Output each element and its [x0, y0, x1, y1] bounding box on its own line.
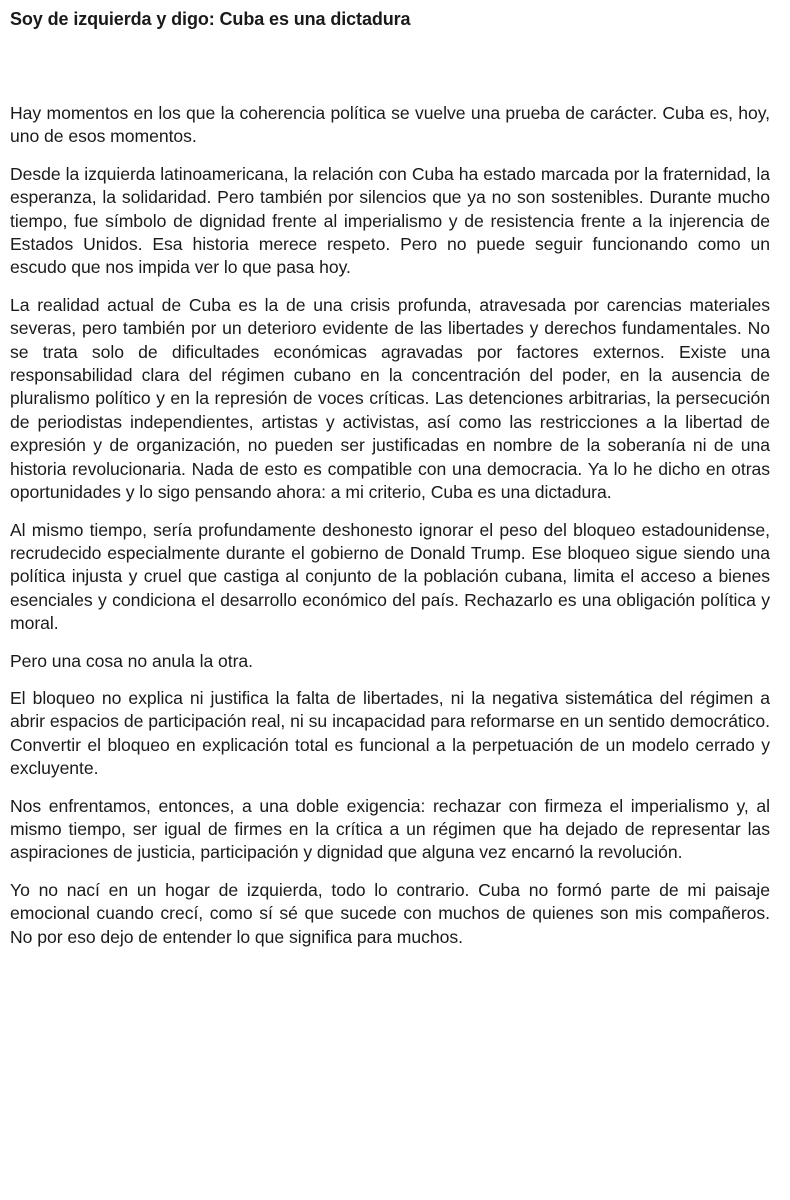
paragraph-2: Desde la izquierda latinoamericana, la relación con Cuba ha estado marcada por la fraternidad, la esperanza, la solidaridad. Pero también por silencios que ya no son sostenibles. Durante mucho tiempo, fue símbolo de dignidad frente al imperialismo y de resistencia frente a la injerencia de Estados Unidos. Esa historia merece respeto. Pero no puede seguir funcionando como un escudo que nos impida ver lo que pasa hoy. [10, 163, 770, 278]
paragraph-4: Al mismo tiempo, sería profundamente deshonesto ignorar el peso del bloqueo estadounidense, recrudecido especialmente durante el gobierno de Donald Trump. Ese bloqueo sigue siendo una política injusta y cruel que castiga al conjunto de la población cubana, limita el acceso a bienes esenciales y condiciona el desarrollo económico del país. Rechazarlo es una obligación política y moral. [10, 519, 770, 634]
paragraph-1: Hay momentos en los que la coherencia política se vuelve una prueba de carácter. Cuba es, hoy, uno de esos momentos. [10, 103, 770, 147]
paragraph-5: Pero una cosa no anula la otra. [10, 650, 253, 671]
document-title: Soy de izquierda y digo: Cuba es una dictadura [10, 9, 411, 29]
paragraph-3: La realidad actual de Cuba es la de una crisis profunda, atravesada por carencias materiales severas, pero también por un deterioro evidente de las libertades y derechos fundamentales. No se trata solo de dificultades económicas agravadas por factores externos. Existe una responsabilidad clara del régimen cubano en la concentración del poder, en la ausencia de pluralismo político y en la represión de voces críticas. Las detenciones arbitrarias, la persecución de periodistas independientes, artistas y activistas, así como las restricciones a la libertad de expresión y de organización, no pueden ser justificadas en nombre de la soberanía ni de una historia revolucionaria. Nada de esto es compatible con una democracia. Ya lo he dicho en otras oportunidades y lo sigo pensando ahora: a mi criterio, Cuba es una dictadura. [10, 294, 770, 503]
paragraph-8: Yo no nací en un hogar de izquierda, todo lo contrario. Cuba no formó parte de mi paisaje emocional cuando crecí, como sí sé que sucede con muchos de quienes son mis compañeros. No por eso dejo de entender lo que significa para muchos. [10, 879, 770, 947]
paragraph-7: Nos enfrentamos, entonces, a una doble exigencia: rechazar con firmeza el imperialismo y, al mismo tiempo, ser igual de firmes en la crítica a un régimen que ha dejado de representar las aspiraciones de justicia, participación y dignidad que alguna vez encarnó la revolución. [10, 795, 770, 863]
document-page [10, 0, 770, 963]
document-body [10, 102, 770, 949]
paragraph-6: El bloqueo no explica ni justifica la falta de libertades, ni la negativa sistemática del régimen a abrir espacios de participación real, ni su incapacidad para reformarse en un sentido democrático. Convertir el bloqueo en explicación total es funcional a la perpetuación de un modelo cerrado y excluyente. [10, 687, 770, 779]
